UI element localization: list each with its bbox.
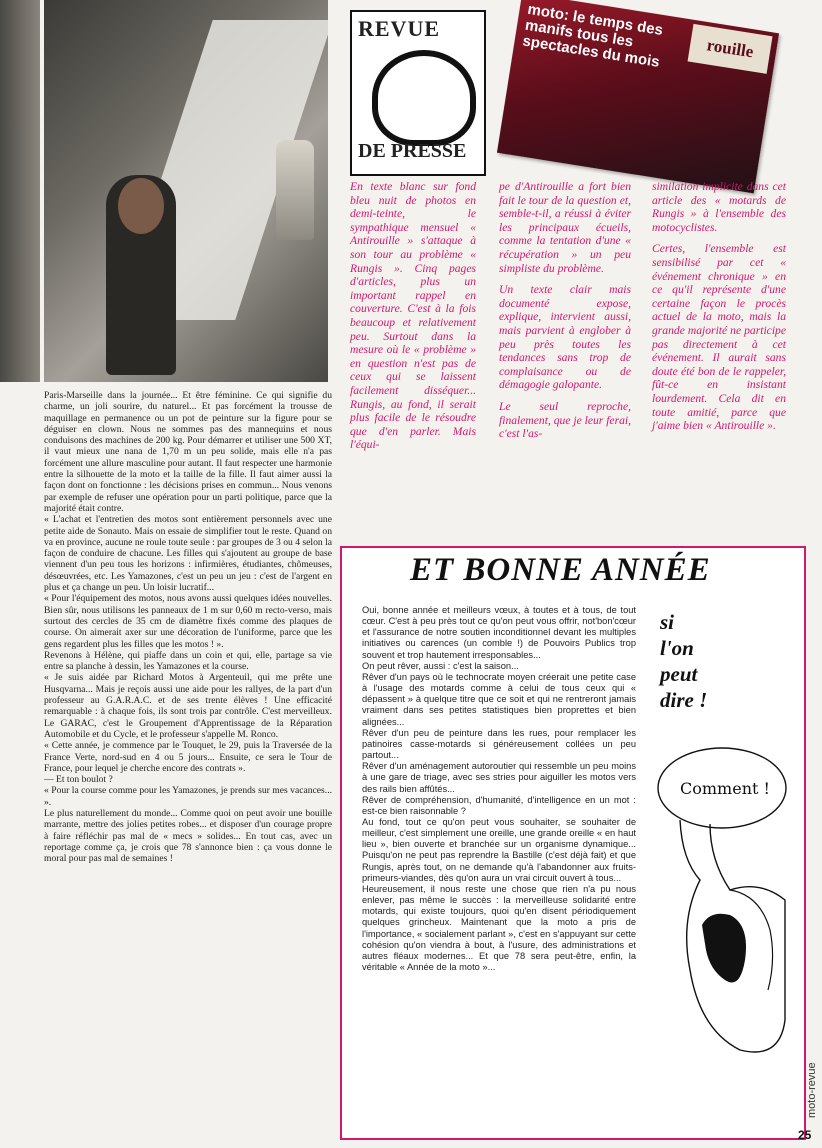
box-paragraph: Rêver d'un peu de peinture dans les rues, pour remplacer les patinoires casse-motards si généreusement collées un peu partout... — [362, 727, 636, 761]
left-paragraph: « Pour l'équipement des motos, nous avons aussi quelques idées nouvelles. Bien sûr, nous utilisons les panneaux de 1 m sur 0,60 m recto-verso, mais surtout des cercles de 35 cm de diamètre fixés comme des plaques de course. On aimerait axer sur une décoration de l'uniforme, parce que les gens regardent plus les filles que les motos ! ». — [44, 593, 332, 650]
review-text: Certes, l'ensemble est sensibilisé par cet « événement chronique » en ce qu'il représente d'une certaine façon le procès actuel de la moto, mais la grande majorité ne participe pas directement à cet événement. Il aurait sans doute été bon de le rappeler, fût-ce en insistant lourdement. Cela dit en toute amitié, parce que j'aime bien « Antirouille ». — [652, 242, 786, 433]
cover-headline: moto: le temps des manifs tous les spectacles du mois — [521, 0, 665, 71]
box-paragraph: On peut rêver, aussi : c'est la saison... — [362, 660, 519, 671]
logo-top-text: REVUE — [358, 16, 441, 41]
left-paragraph: Le plus naturellement du monde... Comme quoi on peut avoir une bouille marrante, mettre des jolies petites robes... et disposer d'un courage propre à faire réfléchir pas mal de « mecs » solides... En tout cas, avec un reportage comme ça, je crois que 78 s'annonce bien : ça vous donne le moral pour pas mal de semaines ! — [44, 807, 332, 865]
review-column-2 — [499, 180, 631, 441]
left-paragraph: « Pour la course comme pour les Yamazones, je prends sur mes vacances... ». — [44, 785, 332, 808]
box-title: ET BONNE ANNÉE — [410, 552, 711, 588]
box-paragraph: Rêver d'un pays où le technocrate moyen créerait une petite case à l'usage des motards comme à celui de tous ceux qui « dépassent » à quelque titre que ce soit et qui ne rentreront jamais vraiment dans ses petites statistiques bien proprettes et bien alignées... — [362, 671, 636, 727]
review-text: Le seul reproche, finalement, que je leur ferai, c'est l'as- — [499, 399, 632, 441]
antirouille-cover — [497, 0, 779, 193]
review-text: En texte blanc sur fond bleu nuit de photos en demi-teinte, le sympathique mensuel « Antirouille » s'attaque à son tour au problème « Rungis ». Cinq pages d'articles, plus un important rappel en couverture. C'est à la fois beaucoup et relativement peu. Surtout dans la mesure où le « problème » en question n'est pas de ceux qui se laissent facilement disséquer... Rungis, au fond, il serait plus facile de le résoudre que d'en parler. Mais l'équi- — [350, 180, 476, 452]
magazine-name: moto-revue — [806, 1062, 818, 1118]
left-paragraph: « Je suis aidée par Richard Motos à Argenteuil, qui me prête une Husqvarna... Mais je reçois aussi une aide pour les rallyes, de la part d'un professeur au G.A.R.A.C. et de ses trente élèves ! Une efficacité remarquable : à chaque fois, ils sont trois par contrôle. C'est merveilleux. Le GARAC, c'est le Groupement d'Apprentissage de la Réparation Automobile et du Cycle, et le professeur s'appelle M. Ronco. — [44, 672, 332, 740]
left-paragraph: — Et ton boulot ? — [44, 774, 113, 786]
aside-line: l'on — [660, 636, 694, 660]
left-paragraph: « L'achat et l'entretien des motos sont entièrement personnels avec une petite aide de Sonauto. Mais on essaie de simplifier tout le reste. Quand on va en province, aucune ne roule toute seule : par groupes de 3 ou 4 selon la façon de conduire de chacune. Les filles qui s'ajoutent au groupe de base viennent d'un peu tous les horizons : infirmières, étudiantes, chômeuses, désœuvrées, etc. Les Yamazones, c'est un peu un jeu : c'est de l'argent en plus et ça change un peu. Un loisir lucratif... — [44, 514, 332, 594]
bubble-text: Comment ! — [680, 779, 770, 798]
box-paragraph: Rêver de compréhension, d'humanité, d'intelligence en un mot : est-ce bien raisonnable ? — [362, 794, 636, 816]
left-paragraph: Paris-Marseille dans la journée... Et être féminine. Ce qui signifie du charme, un joli sourire, du naturel... Et pas forcément la trousse de maquillage en permanence ou un pot de peinture sur la figure pour se déguiser en clown. Nous ne sommes pas des mannequins et nous conduisons des machines de 200 kg. Pour démarrer et utiliser une 500 XT, il vaut mieux une nana de 1,70 m un peu solide, mais elle n'a pas forcément une allure masculine pour autant. Il faut respecter une harmonie entre la silhouette de la moto et la taille de la fille. Il faut aimer aussi la façon dont on fonctionne : les décisions prises en commun... Nous venons par exemple de refuser une opération pour un parti politique, parce que la majorité était contre. — [44, 390, 332, 514]
photo-edge — [0, 0, 40, 382]
review-text: pe d'Antirouille a fort bien fait le tour de la question et, semble-t-il, a réussi à éviter les principaux écueils, comme la tentation d'une « récupération » un peu simpliste du problème. — [499, 180, 631, 275]
review-text: Un texte clair mais documenté expose, explique, intervient aussi, mais parvient à englober à peu près toutes les tendances sans trop de complaisance ou de démagogie galopante. — [499, 283, 631, 392]
review-text: similation implicite dans cet article des « motards de Rungis » à l'ensemble des motocyclistes. — [652, 180, 786, 234]
review-column-1 — [350, 180, 476, 452]
ear-drawing — [640, 720, 790, 1070]
motorcycle-icon — [372, 50, 476, 146]
magazine-sidebar — [796, 1030, 816, 1120]
left-paragraph: « Cette année, je commence par le Touquet, le 29, puis la Traversée de la France Verte, nord-sud en 4 ou 5 jours... Ensuite, ce sera le Tour de France, pour lequel je cherche encore des contrats ». — [44, 740, 332, 774]
cover-masthead: rouille — [688, 24, 773, 74]
revue-de-presse-logo — [350, 10, 486, 176]
box-paragraph: Oui, bonne année et meilleurs vœux, à toutes et à tous, de tout cœur. C'est à peu près tout ce qu'on peut vous offrir, not'bon'cœur et l'assurance de notre soutien inconditionnel devant les multiples initiatives ou carences (un comble !) de Pouvoirs Publics trop souvent et trop hautement irresponsables... — [362, 605, 636, 660]
logo-bottom-text: DE PRESSE — [358, 140, 467, 162]
left-paragraph: Revenons à Hélène, qui piaffe dans un coin et qui, elle, partage sa vie entre sa planche à dessin, les Yamazones et la course. — [44, 649, 332, 673]
aside-line: dire ! — [660, 688, 708, 712]
woman-at-easel-photo — [44, 0, 328, 382]
review-column-3 — [652, 180, 786, 433]
box-paragraph: Au fond, tout ce qu'on peut vous souhaiter, se souhaiter de meilleur, c'est simplement une oreille, une grande oreille « en haut lieu », bien ouverte et branchée sur un organisme dynamique... Puisqu'on ne peut pas reprendre la Bastille (c'est déjà fait) et que Rungis, après tout, on ne demande qu'à l'abandonner aux fruits-primeurs-viandes, dès qu'on aura un vrai circuit ouvert à tous... — [362, 816, 636, 883]
box-paragraph: Heureusement, il nous reste une chose que rien n'a pu nous enlever, pas même le succès : la merveilleuse solidarité entre motards, qui existe toujours, quoi qu'en disent périodiquement quelques grincheux. Maintenant que la moto a pris de l'importance, « socialement parlant », c'est en s'appuyant sur cette cohésion qu'on viendra à bout, à l'usure, des administrations et autres fléaux modernes... Et que 78 sera peut-être, enfin, la véritable « Année de la moto »... — [362, 883, 636, 972]
box-aside — [660, 609, 740, 713]
box-paragraph: Rêver d'un aménagement autoroutier qui ressemble un peu moins à une gare de triage, avec ses stries pour aiguiller les motos vers des rails bien affûtés... — [362, 761, 636, 794]
left-article — [44, 390, 332, 864]
box-body — [362, 605, 636, 973]
page-number: 25 — [798, 1128, 812, 1142]
aside-line: peut — [660, 662, 698, 686]
aside-line: si — [660, 610, 675, 634]
